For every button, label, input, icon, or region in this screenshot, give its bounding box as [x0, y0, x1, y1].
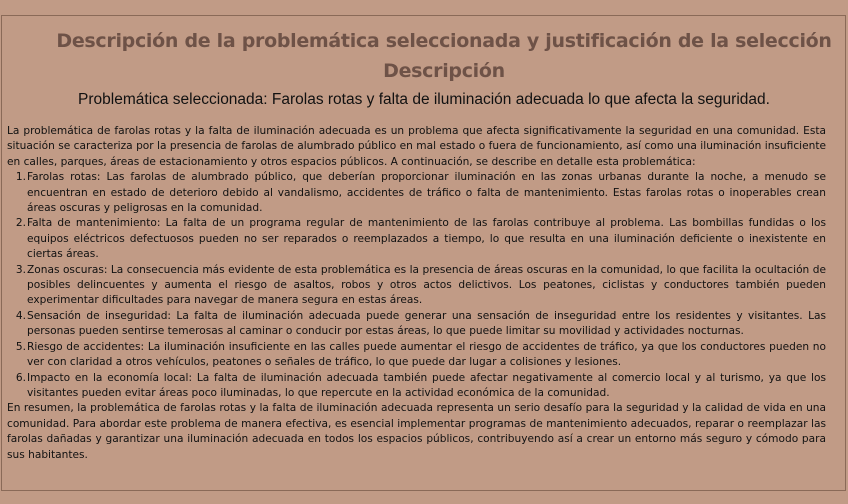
problem-list [7, 170, 826, 401]
list-item [7, 170, 826, 216]
list-item [7, 309, 826, 340]
description-body [7, 124, 826, 463]
list-item-text: Falta de mantenimiento: La falta de un programa regular de mantenimiento de las farolas contribuye al problema. Las bombillas fundidas o los equipos eléctricos defectuosos pueden no ser reparados o reemplazados a tiempo, lo que resulta en una iluminación deficiente o inexistente en ciertas áreas. [27, 217, 826, 261]
heading-subtitle: Descripción [383, 60, 505, 82]
list-item-number: 2. [15, 217, 26, 230]
list-item-number: 5. [15, 340, 26, 353]
list-item-number: 4. [15, 309, 26, 322]
problem-statement: Problemática seleccionada: Farolas rotas y falta de iluminación adecuada lo que afecta la seguridad. [78, 91, 770, 108]
heading-title: Descripción de la problemática seleccionada y justificación de la selección [56, 30, 832, 52]
list-item [7, 263, 826, 309]
list-item [7, 371, 826, 402]
list-item-number: 3. [15, 263, 26, 276]
list-item-number: 6. [15, 371, 26, 384]
list-item-text: Impacto en la economía local: La falta de iluminación adecuada también puede afectar negativamente al comercio local y al turismo, ya que los visitantes pueden evitar áreas poco iluminadas, lo que repercute en la actividad económica de la comunidad. [27, 371, 826, 399]
list-item [7, 216, 826, 262]
intro-paragraph: La problemática de farolas rotas y la falta de iluminación adecuada es un problema que afecta significativamente la seguridad en una comunidad. Esta situación se caracteriza por la presencia de farolas de alumbrado público en mal estado o fuera de funcionamiento, así como una iluminación insuficiente en calles, parques, áreas de estacionamiento y otros espacios públicos. A continuación, se describe en detalle esta problemática: [7, 125, 826, 168]
list-item [7, 340, 826, 371]
list-item-text: Riesgo de accidentes: La iluminación insuficiente en las calles puede aumentar el riesgo de accidentes de tráfico, ya que los conductores pueden no ver con claridad a otros vehículos, peatones o señales de tráfico, lo que puede dar lugar a colisiones y lesiones. [27, 340, 826, 369]
slide-heading [0, 26, 848, 86]
list-item-number: 1. [15, 171, 26, 184]
conclusion-paragraph: En resumen, la problemática de farolas rotas y la falta de iluminación adecuada representa un serio desafío para la seguridad y la calidad de vida en una comunidad. Para abordar este problema de manera efectiva, es esencial implementar programas de mantenimiento adecuados, reparar o reemplazar las farolas dañadas y garantizar una iluminación adecuada en todos los espacios públicos, contribuyendo así a crear un entorno más seguro y cómodo para sus habitantes. [7, 402, 826, 461]
list-item-text: Zonas oscuras: La consecuencia más evidente de esta problemática es la presencia de áreas oscuras en la comunidad, lo que facilita la ocultación de posibles delincuentes y aumenta el riesgo de asaltos, robos y otros actos delictivos. Los peatones, ciclistas y conductores también pueden experimentar dificultades para navegar de manera segura en estas áreas. [27, 263, 826, 307]
list-item-text: Sensación de inseguridad: La falta de iluminación adecuada puede generar una sensación de inseguridad entre los residentes y visitantes. Las personas pueden sentirse temerosas al caminar o conducir por estas áreas, lo que puede limitar su movilidad y actividades nocturnas. [27, 309, 826, 338]
list-item-text: Farolas rotas: Las farolas de alumbrado público, que deberían proporcionar iluminación en las zonas urbanas durante la noche, a menudo se encuentran en estado de deterioro debido al vandalismo, accidentes de tráfico o falta de mantenimiento. Estas farolas rotas o inoperables crean áreas oscuras y peligrosas en la comunidad. [27, 171, 826, 215]
